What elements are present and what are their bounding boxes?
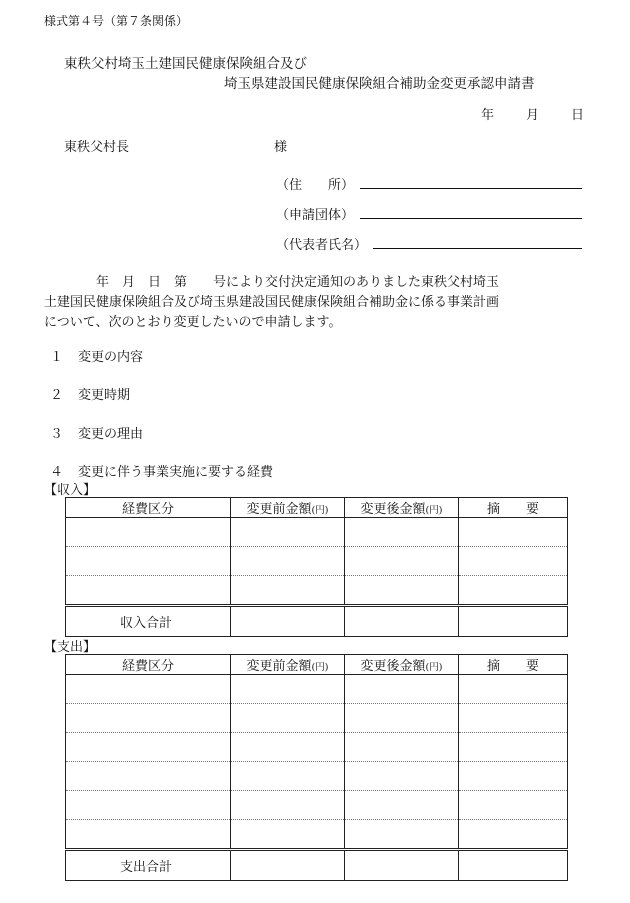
expense-cell[interactable] — [459, 762, 568, 791]
address-label: （住 所） — [276, 178, 355, 193]
expense-cell[interactable] — [231, 820, 345, 850]
income-row — [66, 547, 568, 576]
expense-cell[interactable] — [66, 820, 231, 850]
expense-header-before: 変更前金額(円) — [231, 655, 345, 675]
organization-line[interactable] — [360, 218, 582, 219]
expense-cell[interactable] — [345, 791, 459, 820]
expense-cell[interactable] — [459, 791, 568, 820]
expense-cell[interactable] — [231, 704, 345, 733]
expense-row — [66, 704, 568, 733]
income-row — [66, 518, 568, 547]
income-cell[interactable] — [345, 518, 459, 547]
expense-cell[interactable] — [66, 675, 231, 704]
expense-cell[interactable] — [459, 733, 568, 762]
item-1 — [50, 346, 143, 365]
representative-line[interactable] — [373, 248, 582, 249]
date-line — [481, 104, 584, 123]
expense-row — [66, 762, 568, 791]
addressee-name: 東秩父村長 — [64, 140, 130, 155]
expense-cell[interactable] — [231, 675, 345, 704]
income-cell[interactable] — [459, 518, 568, 547]
income-total-row — [66, 606, 568, 637]
expense-table — [65, 654, 568, 881]
expense-cell[interactable] — [459, 704, 568, 733]
income-total-cell[interactable] — [459, 606, 568, 637]
income-total-label: 収入合計 — [66, 606, 231, 637]
item-2-number: ２ — [50, 388, 64, 403]
expense-cell[interactable] — [345, 704, 459, 733]
addressee-honorific: 様 — [274, 140, 288, 155]
item-4-number: ４ — [50, 465, 64, 480]
expense-cell[interactable] — [345, 820, 459, 850]
item-3-label: 変更の理由 — [78, 427, 144, 442]
expense-total-label: 支出合計 — [66, 850, 231, 881]
income-cell[interactable] — [345, 547, 459, 576]
expense-cell[interactable] — [66, 733, 231, 762]
expense-cell[interactable] — [66, 762, 231, 791]
expense-section-label: 【支出】 — [44, 640, 97, 655]
item-3 — [50, 423, 143, 442]
organization-label: （申請団体） — [276, 208, 355, 223]
item-2-label: 変更時期 — [78, 388, 131, 403]
expense-cell[interactable] — [231, 733, 345, 762]
body-line-1: 年 月 日 第 号により交付決定通知のありました東秩父村埼玉 — [44, 275, 500, 290]
item-2 — [50, 384, 130, 403]
item-1-label: 変更の内容 — [78, 350, 144, 365]
date-month: 月 — [526, 108, 540, 123]
expense-cell[interactable] — [459, 675, 568, 704]
income-cell[interactable] — [231, 576, 345, 606]
expense-cell[interactable] — [345, 762, 459, 791]
expense-header-remarks: 摘 要 — [459, 655, 568, 675]
expense-total-cell[interactable] — [459, 850, 568, 881]
expense-row — [66, 820, 568, 850]
income-table — [65, 497, 568, 637]
expense-header-row — [66, 655, 568, 675]
document-title-line1: 東秩父村埼玉土建国民健康保険組合及び — [64, 56, 307, 72]
body-line-3: について、次のとおり変更したいので申請します。 — [44, 315, 342, 330]
income-total-cell[interactable] — [231, 606, 345, 637]
expense-header-after: 変更後金額(円) — [345, 655, 459, 675]
income-header-before: 変更前金額(円) — [231, 498, 345, 518]
expense-total-row — [66, 850, 568, 881]
representative-label: （代表者氏名） — [276, 238, 368, 253]
item-3-number: ３ — [50, 427, 64, 442]
expense-row — [66, 791, 568, 820]
income-header-remarks: 摘 要 — [459, 498, 568, 518]
date-day: 日 — [571, 108, 585, 123]
expense-total-cell[interactable] — [345, 850, 459, 881]
expense-cell[interactable] — [345, 675, 459, 704]
expense-cell[interactable] — [66, 791, 231, 820]
expense-row — [66, 675, 568, 704]
income-section-label: 【収入】 — [44, 483, 97, 498]
expense-cell[interactable] — [459, 820, 568, 850]
income-header-row — [66, 498, 568, 518]
document-title-line2: 埼玉県建設国民健康保険組合補助金変更承認申請書 — [224, 76, 535, 92]
expense-cell[interactable] — [66, 704, 231, 733]
income-cell[interactable] — [459, 576, 568, 606]
income-row — [66, 576, 568, 606]
income-cell[interactable] — [345, 576, 459, 606]
item-1-number: １ — [50, 350, 64, 365]
income-cell[interactable] — [459, 547, 568, 576]
expense-row — [66, 733, 568, 762]
income-cell[interactable] — [231, 518, 345, 547]
income-cell[interactable] — [66, 547, 231, 576]
expense-header-category: 経費区分 — [66, 655, 231, 675]
date-year: 年 — [481, 108, 495, 123]
item-4 — [50, 461, 273, 480]
body-line-2: 土建国民健康保険組合及び埼玉県建設国民健康保険組合補助金に係る事業計画 — [44, 295, 500, 310]
income-cell[interactable] — [231, 547, 345, 576]
form-number: 様式第４号（第７条関係） — [44, 14, 189, 28]
application-body — [44, 273, 592, 333]
expense-total-cell[interactable] — [231, 850, 345, 881]
income-header-after: 変更後金額(円) — [345, 498, 459, 518]
income-header-category: 経費区分 — [66, 498, 231, 518]
income-cell[interactable] — [66, 518, 231, 547]
item-4-label: 変更に伴う事業実施に要する経費 — [78, 465, 274, 480]
expense-cell[interactable] — [231, 762, 345, 791]
address-line[interactable] — [360, 188, 582, 189]
expense-cell[interactable] — [345, 733, 459, 762]
income-total-cell[interactable] — [345, 606, 459, 637]
income-cell[interactable] — [66, 576, 231, 606]
expense-cell[interactable] — [231, 791, 345, 820]
